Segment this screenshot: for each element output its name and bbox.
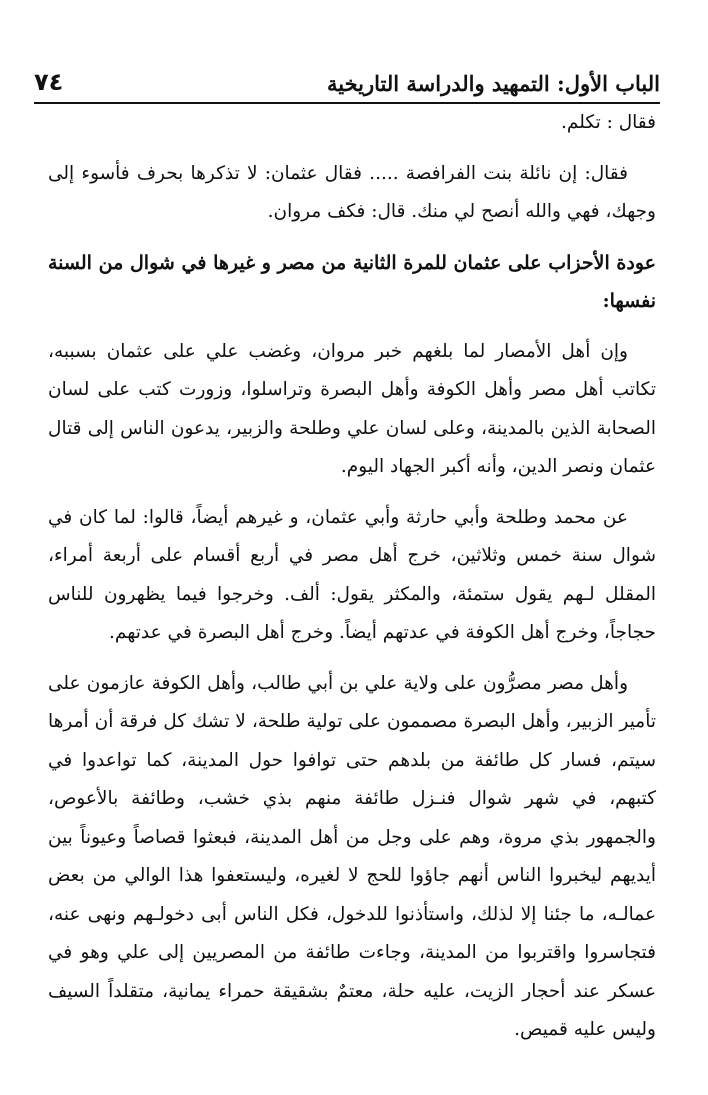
page-header [34, 54, 660, 104]
paragraph-5: وأهل مصر مصرُّون على ولاية علي بن أبي طالب، وأهل الكوفة عازمون على تأمير الزبير، وأهل البصرة مصممون على تولية طلحة، لا تشك كل فرقة أن أمرها سيتم، فسار كل طائفة من بلدهم حتى توافوا حول المدينة، كما تواعدوا في كتبهم، في شهر شوال فنـزل طائفة منهم بذي خشب، وطائفة بالأعوص، والجمهور بذي مروة، وهم على وجل من أهل المدينة، فبعثوا قصاصاً وعيوناً بين أيديهم ليخبروا الناس أنهم جاؤوا للحج لا لغيره، وليستعفوا هذا الوالي من بعض عمالـه، ما جئنا إلا لذلك، واستأذنوا للدخول، فكل الناس أبى دخولـهم ونهى عنه، فتجاسروا واقتربوا من المدينة، وجاءت طائفة من المصريين إلى علي وهو في عسكر عند أحجار الزيت، عليه حلة، معتمٌ بشقيقة حمراء يمانية، متقلداً السيف وليس عليه قميص. [48, 672, 656, 1040]
paragraph-2: فقال: إن نائلة بنت الفرافصة ..... فقال عثمان: لا تذكرها بحرف فأسوء إلى وجهك، فهي والله أنصح لي منك. قال: فكف مروان. [48, 162, 656, 222]
paragraph-3: وإن أهل الأمصار لما بلغهم خبر مروان، وغضب علي على عثمان بسببه، تكاتب أهل مصر وأهل الكوفة وأهل البصرة وتراسلوا، وزورت كتب على لسان الصحابة الذين بالمدينة، وعلى لسان علي وطلحة والزبير، يدعون الناس إلى قتال عثمان ونصر الدين، وأنه أكبر الجهاد اليوم. [48, 340, 656, 477]
page-body [48, 104, 656, 1050]
paragraph-1: فقال : تكلم. [561, 112, 656, 133]
paragraph-4: عن محمد وطلحة وأبي حارثة وأبي عثمان، و غيرهم أيضاً، قالوا: لما كان في شوال سنة خمس وثلاثين، خرج أهل مصر في أربع أقسام على أربعة أمراء، المقلل لـهم يقول ستمئة، والمكثر يقول: ألف. وخرجوا فيما يظهرون للناس حجاجاً، وخرج أهل الكوفة في عدتهم أيضاً. وخرج أهل البصرة في عدتهم. [48, 506, 656, 643]
section-heading: عودة الأحزاب على عثمان للمرة الثانية من مصر و غيرها في شوال من السنة نفسها: [48, 251, 656, 312]
running-title: الباب الأول: التمهيد والدراسة التاريخية [326, 71, 660, 96]
page-number: ٧٤ [34, 68, 64, 96]
